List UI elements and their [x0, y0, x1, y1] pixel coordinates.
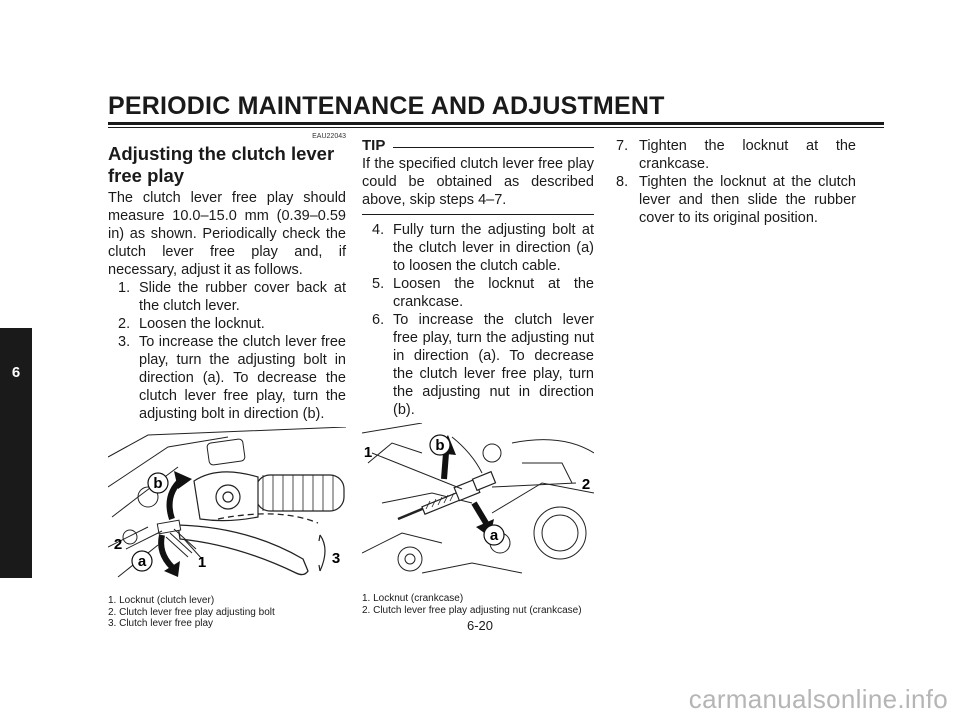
chapter-tab	[0, 328, 32, 578]
column-3	[616, 137, 856, 227]
tip-rule	[393, 147, 594, 148]
step-text: Tighten the locknut at the crankcase.	[639, 138, 856, 172]
caption-line: 3. Clutch lever free play	[108, 618, 214, 629]
label-2: 2	[113, 536, 123, 553]
chapter-number: 6	[11, 364, 21, 381]
label-1: 1	[197, 554, 207, 571]
tip-text: If the specified clutch lever free play could be obtained as described above, skip steps 4–7.	[362, 155, 594, 215]
section-code: EAU22043	[312, 133, 346, 140]
crankcase-illustration	[362, 423, 594, 591]
section-title	[108, 143, 346, 187]
step-number: 7.	[616, 138, 629, 154]
step-number: 3.	[118, 334, 131, 350]
step-item	[362, 221, 594, 275]
step-number: 5.	[372, 276, 385, 292]
label-a: a	[137, 553, 147, 570]
step-item	[362, 311, 594, 419]
step-text: Fully turn the adjusting bolt at the clutch lever in direction (a) to loosen the clutch cable.	[393, 222, 594, 274]
step-number: 4.	[372, 222, 385, 238]
column-2	[362, 137, 594, 616]
caption-line: 1. Locknut (crankcase)	[362, 593, 464, 604]
step-list-3	[616, 137, 856, 227]
label-b: b	[435, 437, 445, 454]
label-3: 3	[331, 550, 341, 567]
step-item	[108, 315, 346, 333]
page-header: PERIODIC MAINTENANCE AND ADJUSTMENT	[108, 92, 665, 120]
page-number: 6-20	[466, 618, 494, 633]
step-item	[108, 333, 346, 423]
step-number: 2.	[118, 316, 131, 332]
caption-line: 1. Locknut (clutch lever)	[108, 595, 215, 606]
step-item	[362, 275, 594, 311]
figure2-caption	[362, 593, 594, 616]
tip-heading	[362, 137, 594, 155]
step-number: 1.	[118, 280, 131, 296]
label-2: 2	[581, 476, 591, 493]
tip-label: TIP	[362, 137, 386, 154]
header-rule-thin	[108, 127, 884, 128]
step-item	[108, 279, 346, 315]
label-b: b	[153, 475, 163, 492]
step-number: 6.	[372, 312, 385, 328]
label-a: a	[489, 527, 499, 544]
section-title-line2: free play	[108, 165, 185, 186]
clutch-lever-illustration	[108, 427, 346, 593]
step-text: Loosen the locknut.	[139, 316, 265, 332]
step-text: To increase the clutch lever free play, turn the adjusting nut in direction (a). To decrease the clutch lever free play, turn the adjusting nut in direction (b).	[393, 312, 594, 418]
clutch-lever-figure	[108, 427, 346, 593]
caption-line: 2. Clutch lever free play adjusting nut (crankcase)	[362, 604, 582, 616]
column-1	[108, 132, 346, 630]
header-rule	[108, 122, 884, 125]
caption-line: 2. Clutch lever free play adjusting bolt	[108, 606, 275, 618]
intro-paragraph: The clutch lever free play should measure 10.0–15.0 mm (0.39–0.59 in) as shown. Periodically check the clutch lever free play and, if necessary, adjust it as follows.	[108, 190, 346, 278]
step-list-2	[362, 221, 594, 419]
label-1: 1	[363, 444, 373, 461]
step-text: Loosen the locknut at the crankcase.	[393, 276, 594, 310]
step-text: Tighten the locknut at the clutch lever and then slide the rubber cover to its original position.	[639, 174, 856, 226]
step-item	[616, 137, 856, 173]
watermark: carmanualsonline.info	[688, 684, 948, 714]
section-title-line1: Adjusting the clutch lever	[108, 143, 335, 164]
crankcase-figure	[362, 423, 594, 591]
step-item	[616, 173, 856, 227]
step-number: 8.	[616, 174, 629, 190]
step-list-1	[108, 279, 346, 423]
step-text: To increase the clutch lever free play, turn the adjusting bolt in direction (a). To decrease the clutch lever free play, turn the adjusting bolt in direction (b).	[139, 334, 346, 422]
step-text: Slide the rubber cover back at the clutch lever.	[139, 280, 346, 314]
